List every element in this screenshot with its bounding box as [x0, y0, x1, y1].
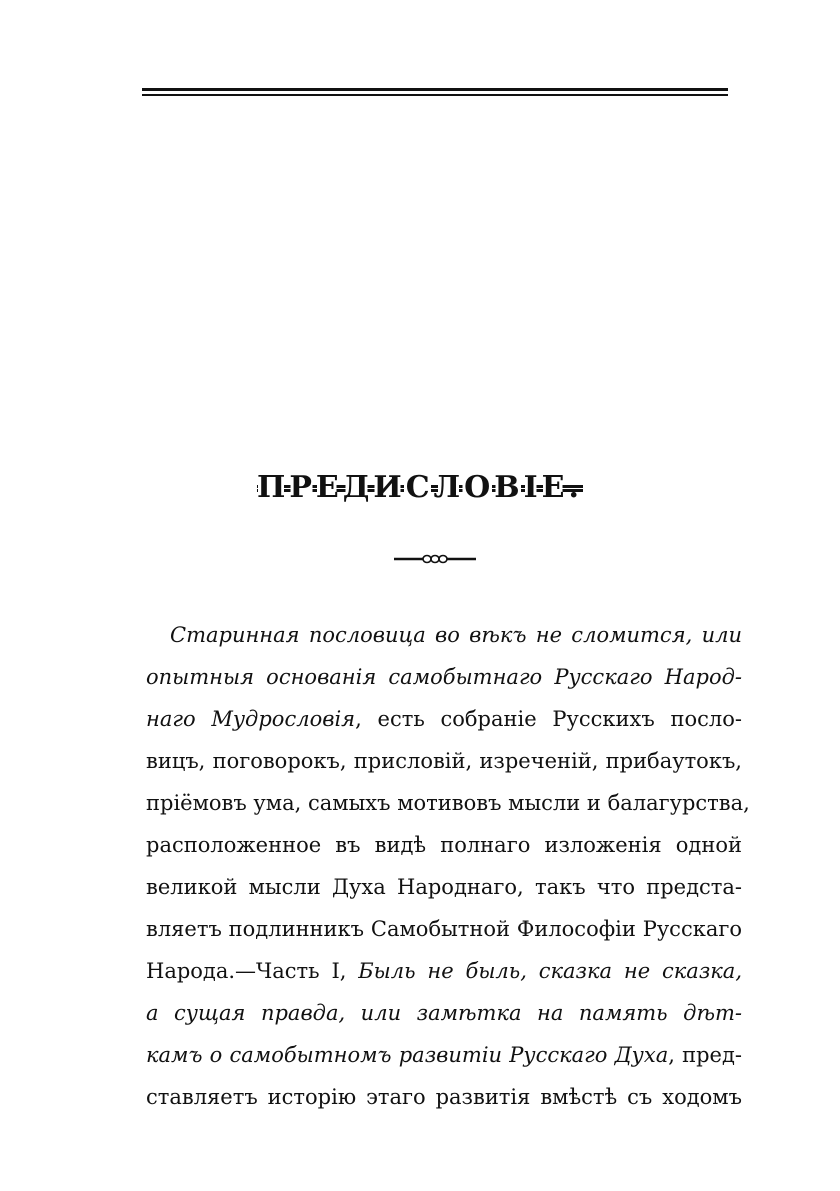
text-line: [146, 782, 750, 824]
header-rule-thick: [142, 88, 728, 91]
text-line: [146, 908, 742, 950]
text-line: [146, 698, 742, 740]
text-line: [146, 824, 742, 866]
text-segment: великой мысли Духа Народнаго, такъ что предста-: [146, 875, 742, 899]
text-segment: Народа.—Часть I,: [146, 959, 359, 983]
italic-text-segment: Быль не быль, сказка не сказка,: [358, 959, 743, 983]
text-line: [146, 740, 742, 782]
italic-text-segment: камъ о самобытномъ развитіи Русскаго Духа: [146, 1043, 669, 1067]
text-segment: пріёмовъ ума, самыхъ мотивовъ мысли и балагурства,: [146, 791, 750, 815]
text-line: [146, 866, 742, 908]
text-line: [146, 614, 742, 656]
text-segment: расположенное въ видѣ полнаго изложенія одной: [146, 833, 742, 857]
italic-text-segment: а сущая правда, или замѣтка на память дѣт-: [146, 1001, 742, 1025]
preface-body-text: [146, 614, 750, 1118]
text-segment: вицъ, поговорокъ, присловій, изреченій, прибаутокъ,: [146, 749, 742, 773]
header-double-rule: [142, 88, 728, 97]
text-line: [146, 1076, 742, 1118]
text-segment: ставляетъ исторію этаго развитія вмѣстѣ съ ходомъ: [146, 1085, 742, 1109]
text-line: [146, 656, 742, 698]
italic-text-segment: опытныя основанія самобытнаго Русскаго Народ-: [146, 665, 742, 689]
text-segment: , пред-: [668, 1043, 742, 1067]
text-line: [146, 950, 742, 992]
text-segment: , есть собраніе Русскихъ посло-: [355, 707, 742, 731]
text-line: [146, 992, 742, 1034]
italic-text-segment: наго Мудрословія: [146, 707, 356, 731]
text-segment: вляетъ подлинникъ Самобытной Философіи Русскаго: [146, 917, 742, 941]
decorative-ornament-icon: [394, 552, 476, 566]
text-line: [146, 1034, 742, 1076]
header-rule-thin: [142, 94, 728, 96]
page-title: ПРЕДИСЛОВІЕ.: [256, 470, 583, 505]
italic-text-segment: Старинная пословица во вѣкъ не сломится, или: [170, 623, 742, 647]
